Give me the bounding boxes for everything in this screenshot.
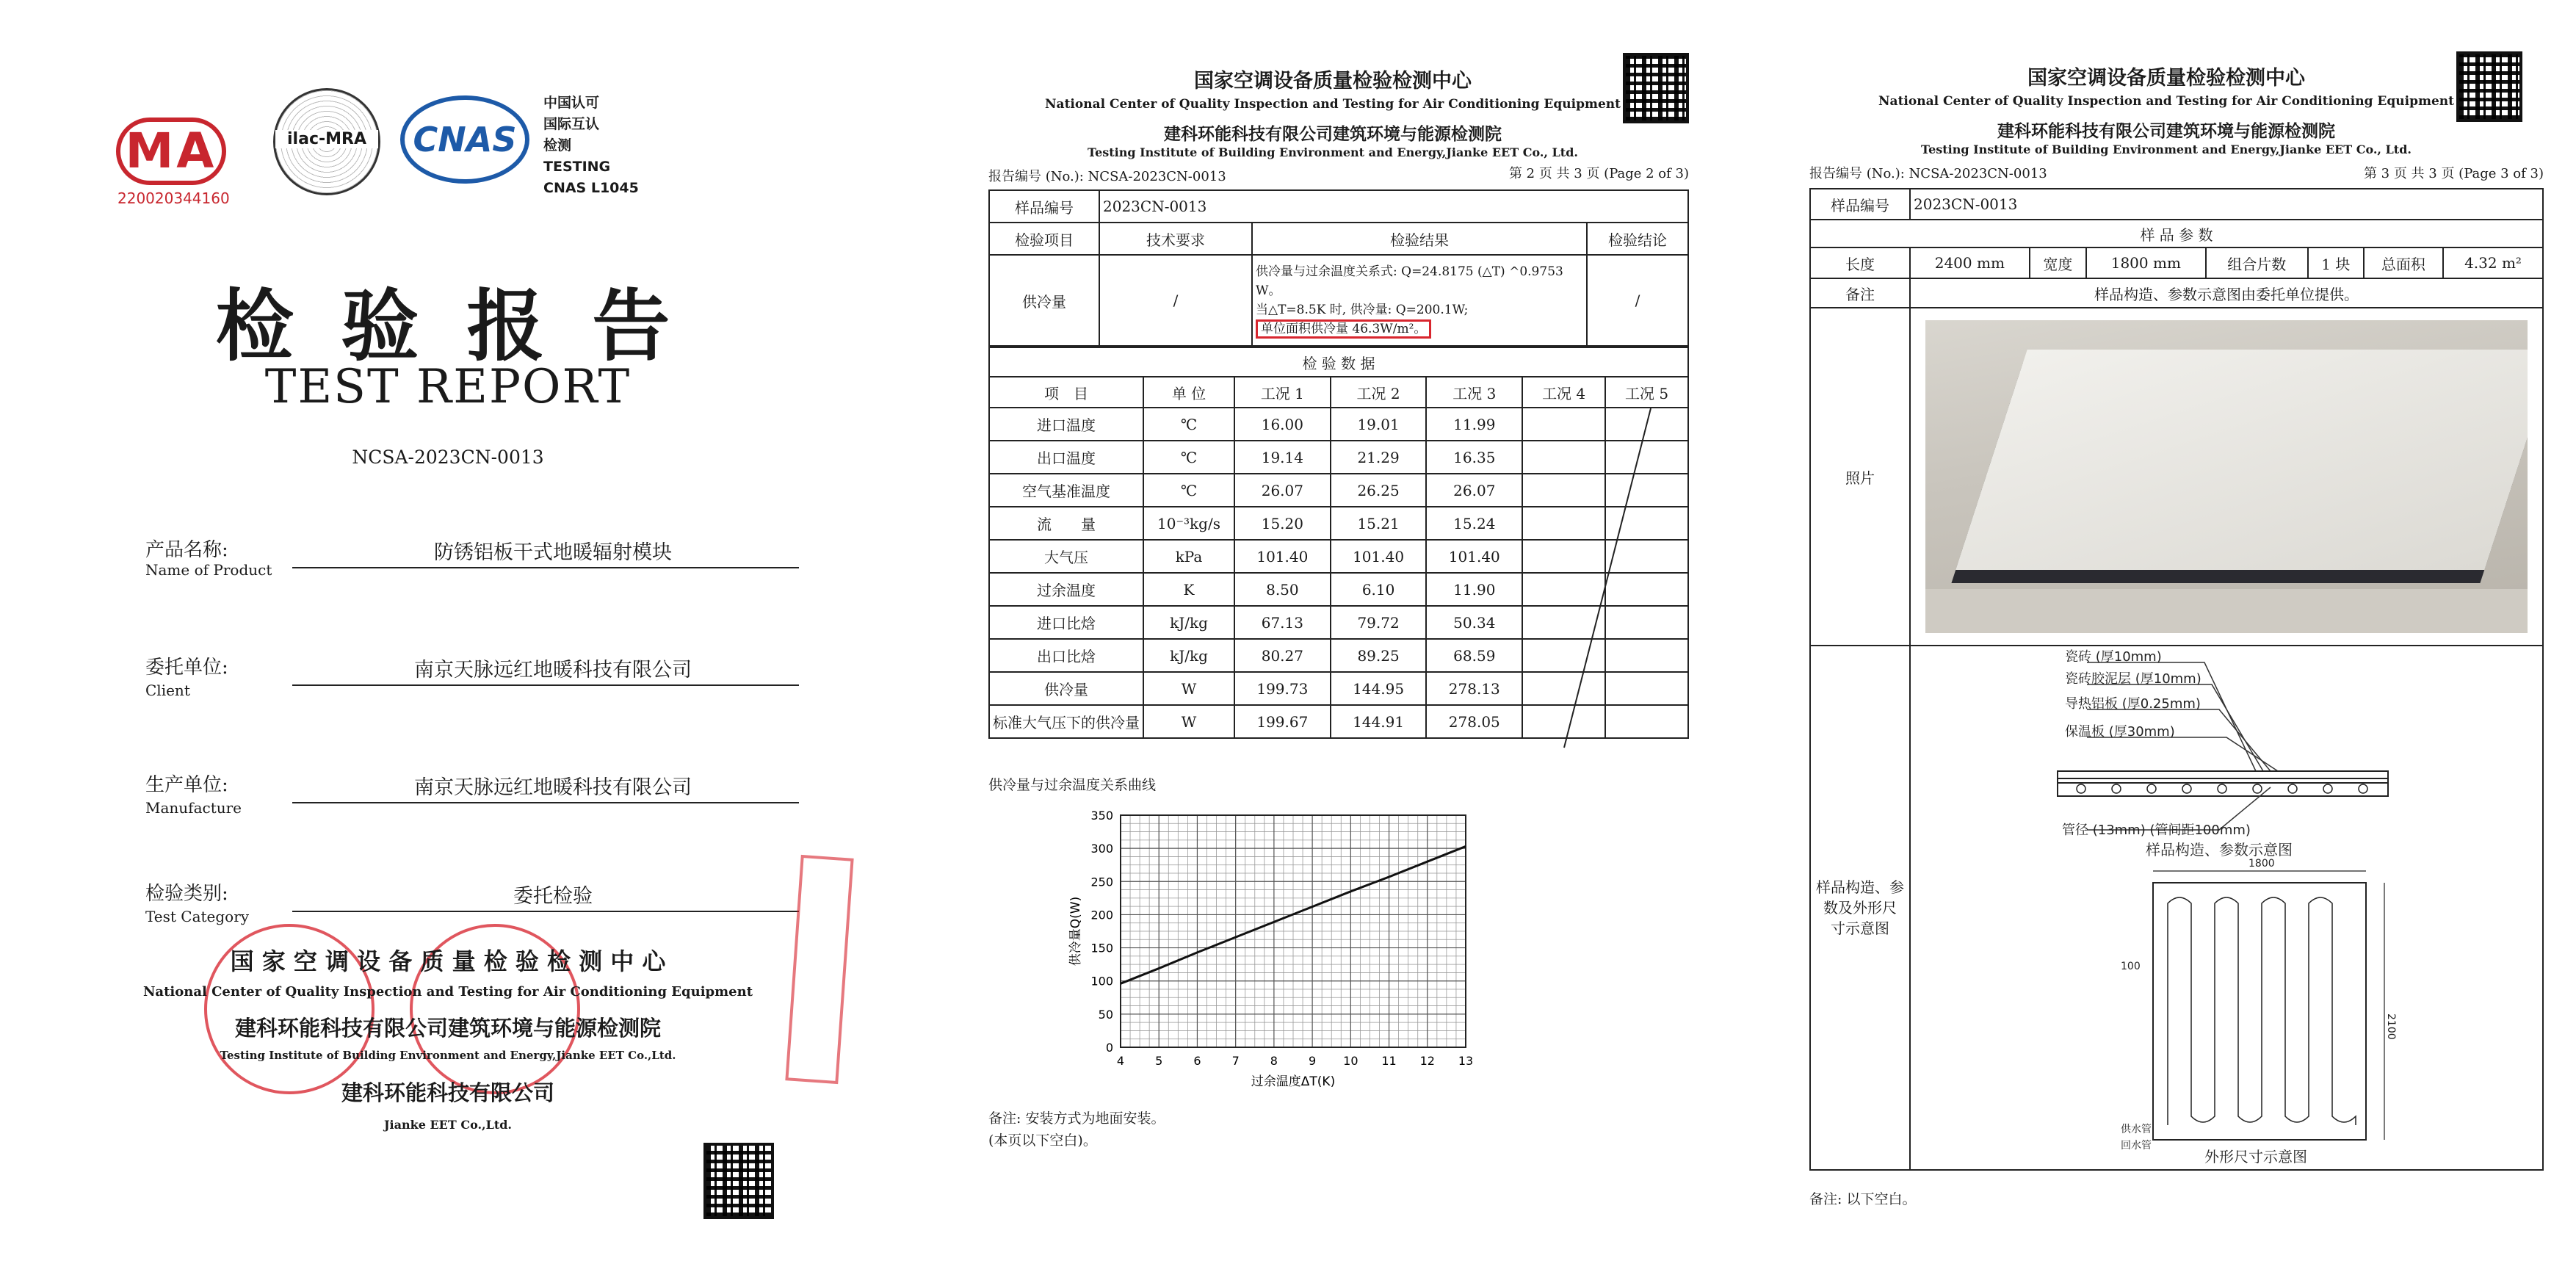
sample-no-value: 2023CN-0013	[1910, 189, 2543, 220]
x-tick-label: 6	[1193, 1054, 1201, 1068]
x-tick-label: 11	[1381, 1054, 1397, 1068]
th: 工况 4	[1522, 377, 1605, 408]
row-label: 供冷量	[989, 672, 1143, 705]
row-value: 67.13	[1234, 606, 1331, 639]
accreditation-text: 中国认可 国际互认 检测 TESTING CNAS L1045	[543, 95, 639, 196]
sample-photo	[1925, 320, 2528, 633]
params-title: 样 品 参 数	[1810, 220, 2543, 247]
row-unit: K	[1143, 573, 1234, 606]
row-value: 15.21	[1331, 507, 1427, 540]
pipe-circle	[2323, 784, 2332, 793]
header-org-cn: 国家空调设备质量检验检测中心	[2027, 67, 2305, 90]
remark-value: 样品构造、参数示意图由委托单位提供。	[1910, 278, 2543, 308]
param-key: 宽度	[2030, 247, 2086, 278]
param-value: 2400 mm	[1910, 247, 2030, 278]
y-tick-label: 0	[1105, 1041, 1113, 1055]
page-label: 第 2 页 共 3 页 (Page 2 of 3)	[1508, 166, 1689, 181]
row-value: 19.01	[1331, 408, 1427, 441]
report-no: 报告编号 (No.): NCSA-2023CN-0013	[1809, 166, 2047, 181]
width-label: 1800	[2248, 858, 2275, 870]
col-item: 检验项目	[989, 223, 1099, 255]
param-value: 1800 mm	[2086, 247, 2206, 278]
row-unit: kJ/kg	[1143, 606, 1234, 639]
photo-label: 照片	[1810, 308, 1910, 646]
row-req: /	[1099, 255, 1252, 346]
y-tick-label: 50	[1098, 1007, 1113, 1022]
sample-no-value: 2023CN-0013	[1099, 190, 1688, 223]
param-key: 总面积	[2364, 247, 2443, 278]
x-tick-label: 7	[1231, 1054, 1240, 1068]
footer-org2-en: Testing Institute of Building Environment and Energy,Jianke EET Co.,Ltd.	[220, 1049, 676, 1062]
footer-org2-cn: 建科环能科技有限公司建筑环境与能源检测院	[234, 1016, 661, 1041]
x-tick-label: 9	[1309, 1054, 1317, 1068]
field-manufacture: 生产单位: Manufacture 南京天脉远红地暖科技有限公司	[145, 770, 821, 821]
height-label: 2100	[2385, 1013, 2397, 1040]
report-no: 报告编号 (No.): NCSA-2023CN-0013	[988, 169, 1226, 184]
chart-caption: 供冷量与过余温度关系曲线	[988, 777, 1157, 793]
row-label: 进口温度	[989, 408, 1143, 441]
header-org2-en: Testing Institute of Building Environment and Energy,Jianke EET Co., Ltd.	[1921, 142, 2412, 156]
section-caption: 样品构造、参数示意图	[2146, 841, 2293, 859]
param-value: 1 块	[2308, 247, 2364, 278]
y-tick-label: 350	[1090, 809, 1113, 823]
row-value: 16.35	[1426, 441, 1522, 474]
field-test-category: 检验类别: Test Category 委托检验	[145, 878, 821, 930]
row-label: 大气压	[989, 540, 1143, 573]
header-org2-cn: 建科环能科技有限公司建筑环境与能源检测院	[1997, 121, 2335, 141]
row-value: 79.72	[1331, 606, 1427, 639]
layer-label: 导热铝板 (厚0.25mm)	[2065, 696, 2201, 712]
row-value: 144.91	[1331, 705, 1427, 738]
row-value: 278.13	[1426, 672, 1522, 705]
y-tick-label: 300	[1090, 842, 1113, 856]
sample-no-label: 样品编号	[989, 190, 1099, 223]
row-label: 进口比焓	[989, 606, 1143, 639]
row-value: 26.07	[1426, 474, 1522, 507]
report-title-cn: 检 验 报 告	[215, 280, 681, 372]
pipe-circle	[2288, 784, 2297, 793]
row-value: 8.50	[1234, 573, 1331, 606]
row-value: 19.14	[1234, 441, 1331, 474]
page-label: 第 3 页 共 3 页 (Page 3 of 3)	[2363, 166, 2544, 181]
diagram-cell	[1910, 646, 2543, 1170]
row-value: 26.25	[1331, 474, 1427, 507]
footer-org3-en: Jianke EET Co.,Ltd.	[383, 1118, 512, 1132]
panel-shape	[1955, 350, 2528, 570]
pipe-circle	[2077, 784, 2085, 793]
pipe-circles	[2077, 784, 2367, 793]
y-tick-label: 200	[1090, 908, 1113, 922]
row-value: 101.40	[1331, 540, 1427, 573]
header-org-cn: 国家空调设备质量检验检测中心	[1194, 70, 1472, 93]
layer-label: 瓷砖胶泥层 (厚10mm)	[2065, 671, 2201, 687]
col-conclusion: 检验结论	[1587, 223, 1688, 255]
row-conclusion: /	[1587, 255, 1688, 346]
pipe-circle	[2253, 784, 2262, 793]
header-org2-cn: 建科环能科技有限公司建筑环境与能源检测院	[1164, 124, 1502, 144]
underline	[292, 567, 799, 568]
row-value: 11.90	[1426, 573, 1522, 606]
highlighted-result: 单位面积供冷量 46.3W/m²。	[1256, 319, 1431, 339]
pipe-circle	[2182, 784, 2191, 793]
row-label: 标准大气压下的供冷量	[989, 705, 1143, 738]
data-title: 检 验 数 据	[989, 347, 1688, 377]
row-unit: 10⁻³kg/s	[1143, 507, 1234, 540]
th: 工况 3	[1426, 377, 1522, 408]
empty-column-strike	[962, 0, 1704, 808]
underline	[292, 802, 799, 803]
supply-label: 供水管	[2121, 1124, 2152, 1135]
row-label: 过余温度	[989, 573, 1143, 606]
th: 工况 2	[1331, 377, 1427, 408]
th: 工况 5	[1605, 377, 1688, 408]
row-unit: kPa	[1143, 540, 1234, 573]
pipe-circle	[2112, 784, 2121, 793]
layer-label: 瓷砖 (厚10mm)	[2065, 649, 2162, 665]
cma-number: 220020344160	[117, 189, 230, 207]
row-value: 144.95	[1331, 672, 1427, 705]
y-tick-label: 150	[1090, 941, 1113, 955]
param-key: 长度	[1810, 247, 1910, 278]
header-org2-en: Testing Institute of Building Environment and Energy,Jianke EET Co., Ltd.	[1088, 145, 1578, 159]
y-tick-label: 250	[1090, 875, 1113, 889]
x-tick-label: 5	[1155, 1054, 1163, 1068]
note: 备注: 以下空白。	[1809, 1191, 1917, 1207]
th: 单 位	[1143, 377, 1234, 408]
row-value: 50.34	[1426, 606, 1522, 639]
floor-shadow	[1925, 589, 2528, 633]
cover-page	[81, 0, 830, 1272]
row-unit: W	[1143, 705, 1234, 738]
th: 项 目	[989, 377, 1143, 408]
return-label: 回水管	[2121, 1140, 2152, 1152]
serpentine-pipe	[2168, 897, 2356, 1125]
underline	[292, 684, 799, 686]
diagram-label: 样品构造、参 数及外形尺 寸示意图	[1810, 646, 1910, 1170]
row-value: 21.29	[1331, 441, 1427, 474]
th: 工况 1	[1234, 377, 1331, 408]
report-title-en: TEST REPORT	[264, 360, 632, 414]
y-tick-label: 100	[1090, 974, 1113, 989]
field-client: 委托单位: Client 南京天脉远红地暖科技有限公司	[145, 652, 821, 704]
report-page-2	[962, 0, 1704, 1272]
ilac-mra-logo: ilac-MRA	[273, 88, 380, 195]
row-value: 11.99	[1426, 408, 1522, 441]
pipe-label: 管径 (13mm) (管间距100mm)	[2062, 823, 2251, 838]
sample-param-table	[1809, 188, 2544, 1171]
remark-label: 备注	[1810, 278, 1910, 308]
photo-cell	[1910, 308, 2543, 646]
row-label: 出口比焓	[989, 639, 1143, 672]
note-1: 备注: 安装方式为地面安装。	[988, 1110, 1165, 1127]
row-value: 278.05	[1426, 705, 1522, 738]
row-label: 流 量	[989, 507, 1143, 540]
qr-code	[703, 1143, 774, 1219]
row-value: 89.25	[1331, 639, 1427, 672]
cma-logo: MA	[116, 118, 226, 185]
param-value: 4.32 m²	[2443, 247, 2543, 278]
row-unit: ℃	[1143, 441, 1234, 474]
row-value: 16.00	[1234, 408, 1331, 441]
row-value: 199.73	[1234, 672, 1331, 705]
footer-org-en: National Center of Quality Inspection and Testing for Air Conditioning Equipment	[142, 984, 753, 1000]
underline	[292, 911, 799, 912]
x-tick-label: 8	[1270, 1054, 1278, 1068]
row-unit: ℃	[1143, 408, 1234, 441]
layer-label: 保温板 (厚30mm)	[2065, 724, 2175, 740]
sample-no-label: 样品编号	[1810, 189, 1910, 220]
header-org-en: National Center of Quality Inspection and Testing for Air Conditioning Equipment	[1045, 97, 1621, 112]
x-axis-label: 过余温度ΔT(K)	[1251, 1074, 1336, 1089]
row-value: 80.27	[1234, 639, 1331, 672]
row-value: 68.59	[1426, 639, 1522, 672]
serpentine-path	[2168, 897, 2356, 1125]
row-label: 出口温度	[989, 441, 1143, 474]
row-value: 26.07	[1234, 474, 1331, 507]
row-value: 101.40	[1234, 540, 1331, 573]
row-unit: ℃	[1143, 474, 1234, 507]
header-org-en: National Center of Quality Inspection and Testing for Air Conditioning Equipment	[1878, 94, 2454, 109]
x-tick-label: 13	[1458, 1054, 1474, 1068]
col-req: 技术要求	[1099, 223, 1252, 255]
cnas-logo: CNAS	[400, 95, 529, 184]
qr-code	[2456, 51, 2522, 122]
row-unit: kJ/kg	[1143, 639, 1234, 672]
col-result: 检验结果	[1252, 223, 1587, 255]
row-item: 供冷量	[989, 255, 1099, 346]
row-unit: W	[1143, 672, 1234, 705]
footer-org3-cn: 建科环能科技有限公司	[341, 1080, 554, 1105]
x-tick-label: 12	[1419, 1054, 1435, 1068]
panel-outline	[2153, 883, 2366, 1140]
footer-org-cn: 国 家 空 调 设 备 质 量 检 验 检 测 中 心	[230, 947, 666, 975]
result-text: 供冷量与过余温度关系式: Q=24.8175 (△T) ^0.9753 W。 当△T=8.5K 时, 供冷量: Q=200.1W; 单位面积供冷量 46.3W/m²。	[1252, 255, 1587, 346]
note-2: (本页以下空白)。	[988, 1132, 1097, 1149]
pipe-circle	[2147, 784, 2156, 793]
outline-caption: 外形尺寸示意图	[2204, 1148, 2307, 1166]
x-tick-label: 4	[1116, 1054, 1125, 1068]
report-number: NCSA-2023CN-0013	[352, 447, 544, 468]
report-page-3	[1784, 0, 2563, 1272]
row-value: 101.40	[1426, 540, 1522, 573]
row-value: 6.10	[1331, 573, 1427, 606]
spacing-label: 100	[2121, 961, 2141, 972]
field-product: 产品名称: Name of Product 防锈铝板干式地暖辐射模块	[145, 535, 821, 586]
pipe-circle	[2218, 784, 2226, 793]
row-value: 15.24	[1426, 507, 1522, 540]
row-value: 15.20	[1234, 507, 1331, 540]
pipe-circle	[2359, 784, 2367, 793]
construction-diagram	[1911, 646, 2542, 1169]
y-axis-label: 供冷量Q(W)	[1068, 896, 1083, 966]
param-key: 组合片数	[2206, 247, 2308, 278]
cooling-capacity-chart	[988, 805, 1502, 1099]
x-tick-label: 10	[1343, 1054, 1358, 1068]
row-value: 199.67	[1234, 705, 1331, 738]
row-label: 空气基准温度	[989, 474, 1143, 507]
